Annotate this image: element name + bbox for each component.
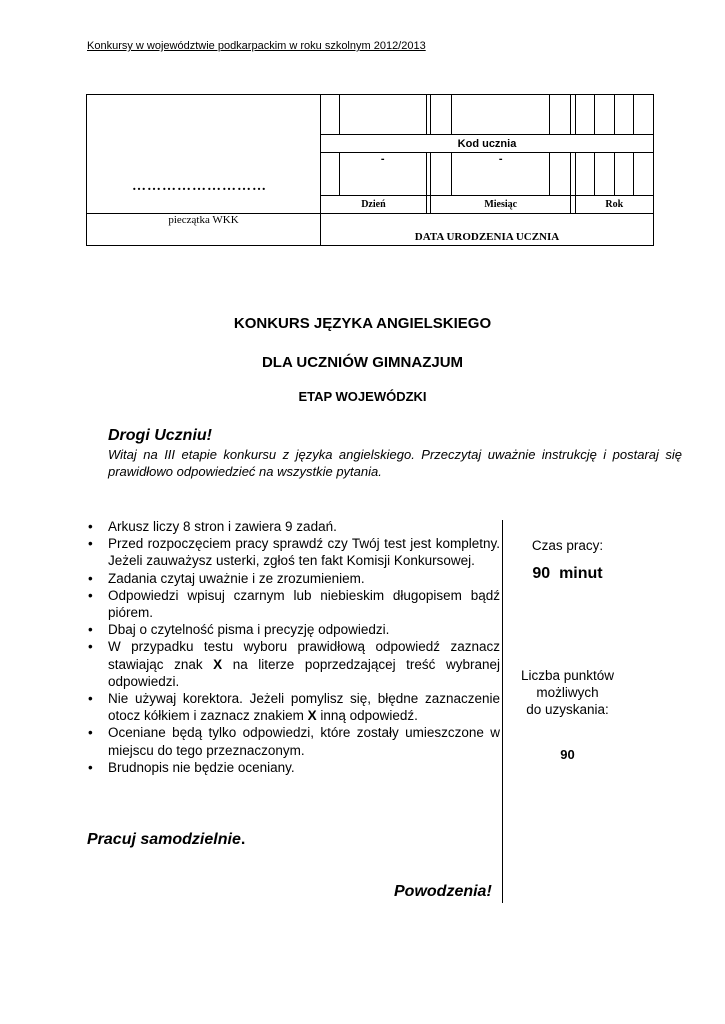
- time-value: 90 minut: [532, 565, 603, 582]
- work-alone-dot: .: [240, 831, 246, 848]
- contest-stage: ETAP WOJEWÓDZKI: [298, 389, 427, 404]
- points-label-line: do uzyskania:: [526, 702, 609, 717]
- x-mark: X: [213, 656, 223, 672]
- work-alone-note: [87, 831, 245, 849]
- page-header-text: Konkursy w województwie podkarpackim w roku szkolnym 2012/2013: [87, 40, 426, 52]
- instruction-text: inną odpowiedź.: [316, 708, 418, 724]
- column-divider: [502, 520, 503, 903]
- stamp-area: [87, 95, 321, 214]
- birth-month-box[interactable]: [431, 153, 452, 195]
- code-box[interactable]: [431, 95, 452, 135]
- points-label: [505, 667, 630, 718]
- code-box[interactable]: [595, 95, 614, 135]
- code-box[interactable]: [321, 95, 340, 135]
- birth-date-label: DATA URODZENIA UCZNIA: [321, 213, 654, 245]
- greeting: Drogi Uczniu!: [108, 427, 212, 444]
- instruction-text: na literze poprzedzającej treść wybranej odpowiedzi.: [108, 656, 500, 689]
- student-code-label: Kod ucznia: [321, 135, 654, 153]
- code-box[interactable]: [451, 95, 549, 135]
- stamp-dots: ………………………: [132, 179, 267, 194]
- page-header: [87, 40, 426, 52]
- instruction-item: • Zadania czytaj uważnie i ze zrozumieniem.: [84, 570, 500, 587]
- points-label-line: Liczba punktów: [520, 668, 615, 683]
- birth-year-box[interactable]: [634, 153, 654, 195]
- date-separator: -: [339, 153, 426, 195]
- code-box[interactable]: [614, 95, 633, 135]
- code-box[interactable]: [575, 95, 594, 135]
- instruction-item: • Przed rozpoczęciem pracy sprawdź czy Twój test jest kompletny. Jeżeli zauważysz usterki, zgłoś ten fakt Komisji Konkursowej.: [84, 535, 500, 569]
- intro-text: Witaj na III etapie konkursu z języka angielskiego. Przeczytaj uważnie instrukcję i postaraj się prawidłowo odpowiedzieć na wszystkie pytania.: [108, 447, 682, 479]
- contest-subtitle: DLA UCZNIÓW GIMNAZJUM: [261, 354, 464, 371]
- points-label-line: możliwych: [536, 685, 599, 700]
- birth-year-box[interactable]: [550, 153, 571, 195]
- code-box[interactable]: [634, 95, 654, 135]
- instruction-item: [84, 690, 500, 724]
- code-box[interactable]: [339, 95, 426, 135]
- points-value: 90: [560, 747, 575, 762]
- instruction-item: • Oceniane będą tylko odpowiedzi, które zostały umieszczone w miejscu do tego przeznaczonym.: [84, 724, 500, 758]
- birth-day-box[interactable]: [321, 153, 340, 195]
- instruction-item: • Odpowiedzi wpisuj czarnym lub niebieskim długopisem bądź piórem.: [84, 587, 500, 621]
- instruction-item: [84, 638, 500, 690]
- instruction-item: • Arkusz liczy 8 stron i zawiera 9 zadań.: [84, 518, 500, 535]
- code-box[interactable]: [550, 95, 571, 135]
- birth-year-box[interactable]: [614, 153, 633, 195]
- time-label: Czas pracy:: [531, 538, 604, 553]
- x-mark: X: [307, 708, 317, 724]
- contest-title: KONKURS JĘZYKA ANGIELSKIEGO: [233, 315, 492, 332]
- instruction-text: W przypadku testu wyboru prawidłową odpowiedź zaznacz stawiając znak: [108, 639, 500, 672]
- birth-year-box[interactable]: [575, 153, 594, 195]
- instruction-text: Nie używaj korektora. Jeżeli pomylisz się, błędne zaznaczenie otocz kółkiem i zaznacz znakiem: [108, 691, 500, 724]
- good-luck: Powodzenia!: [394, 883, 492, 900]
- date-separator: -: [451, 153, 549, 195]
- student-info-table: [86, 94, 654, 246]
- stamp-label: pieczątka WKK: [87, 213, 321, 245]
- year-label: Rok: [575, 195, 653, 213]
- birth-year-box[interactable]: [595, 153, 614, 195]
- month-label: Miesiąc: [431, 195, 571, 213]
- work-alone-text: Pracuj samodzielnie: [87, 831, 241, 848]
- instruction-item: • Brudnopis nie będzie oceniany.: [84, 759, 500, 776]
- instructions-list: [84, 518, 500, 776]
- day-label: Dzień: [321, 195, 427, 213]
- instruction-item: • Dbaj o czytelność pisma i precyzję odpowiedzi.: [84, 621, 500, 638]
